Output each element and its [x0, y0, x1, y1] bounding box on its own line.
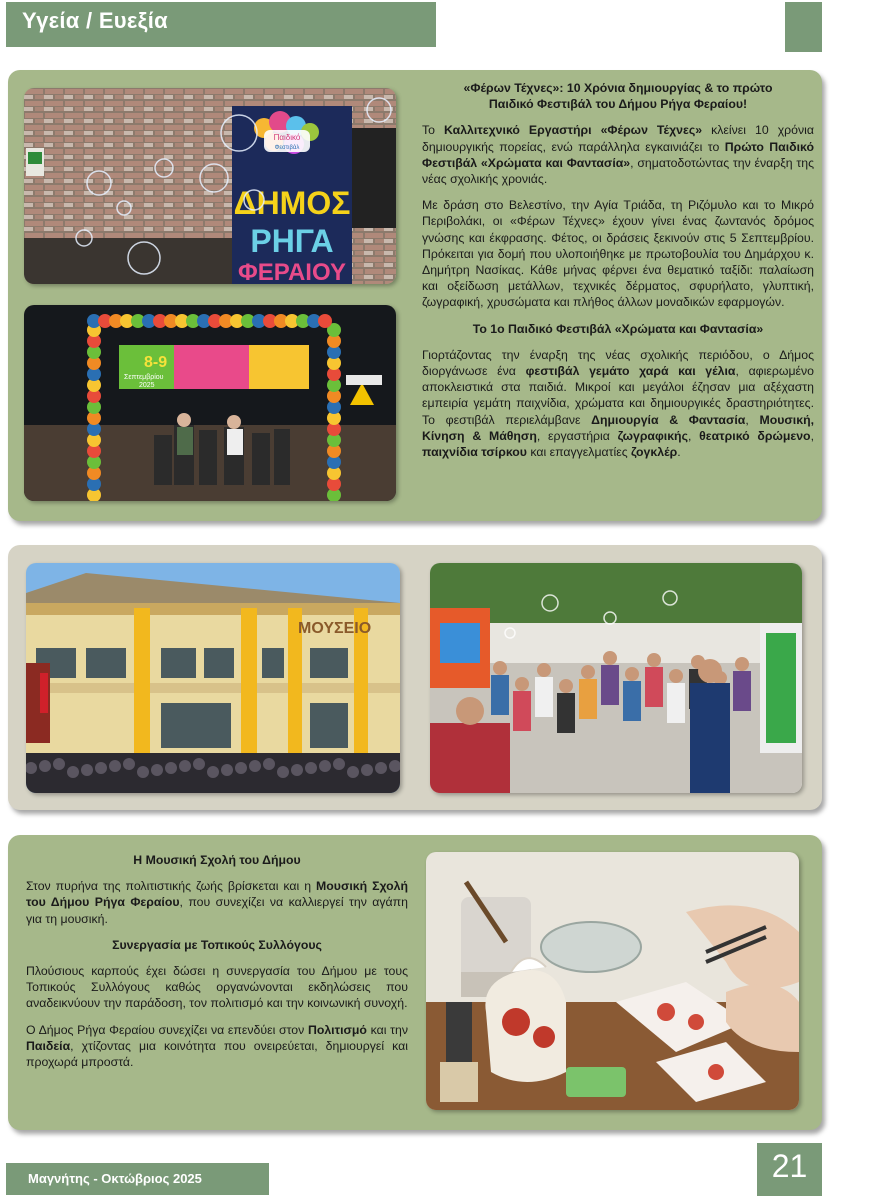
photo-balloon-arch [24, 305, 396, 501]
corner-decoration [785, 2, 822, 52]
section-title: Υγεία / Ευεξία [22, 8, 168, 33]
photo-crafts [426, 852, 799, 1110]
banner-logo-line2: Φεστιβάλ [274, 145, 300, 151]
festival-article [422, 80, 814, 470]
banner-logo-line1: Παιδικό [273, 133, 301, 142]
cooperation-heading: Συνεργασία με Τοπικούς Συλλόγους [112, 937, 322, 952]
music-school-heading: Η Μουσική Σχολή του Δήμου [133, 853, 301, 867]
culture-article [26, 852, 408, 1080]
footer-issue: Μαγνήτης - Οκτώβριος 2025 [28, 1171, 202, 1186]
museum-sign: ΜΟΥΣΕΙΟ [298, 620, 372, 637]
article-heading: «Φέρων Τέχνες»: 10 Χρόνια δημιουργίας & το πρώτο Παιδικό Φεστιβάλ του Δήμου Ρήγα Φεραίου! [463, 81, 773, 112]
article-paragraph-2: Με δράση στο Βελεστίνο, την Αγία Τριάδα, τη Ριζόμυλο και το Μικρό Περιβολάκι, οι «Φέρων Τέχνες» έχουν γίνει ένας ζωντανός δρόμος γνώσης και έκφρασης. Φέτος, οι δράσεις ξεκινούν στις 5 Σεπτεμβρίου. Πρόκειται για δομή που υλοποιήθηκε με πρωτοβουλία του Δημάρχου κ. Δημήτρη Νασίκας. Κάθε μήνας φέρνει ένα θεματικό ταξίδι: παλαίωση και οξείδωση μετάλλων, τεχνικές δέρματος, σφυρήλατο, γλυπτική, ζωγραφική, χρυσώματα και πλήθος άλλων μοναδικών εφαρμογών. [422, 198, 814, 310]
banner-line1: ΔΗΜΟΣ [233, 185, 351, 221]
article-paragraph-3: Γιορτάζοντας την έναρξη της νέας σχολικής περιόδου, ο Δήμος διοργάνωσε ένα φεστιβάλ γεμάτο χαρά και γέλια, αφιερωμένο αποκλειστικά στα παιδιά. Μικροί και μεγάλοι έζησαν μια αξέχαστη εμπειρία γεμάτη παιχνίδια, χρώματα και δημιουργικές δραστηριότητες. Το φεστιβάλ περιελάμβανε Δημιουργία & Φαντασία, Μουσική, Κίνηση & Μάθηση, εργαστήρια ζωγραφικής, θεατρικό δρώμενο, παιχνίδια τσίρκου και επαγγελματίες ζογκλέρ. [422, 347, 815, 460]
culture-paragraph-2: Πλούσιους καρπούς έχει δώσει η συνεργασία του Δήμου με τους Τοπικούς Συλλόγους καθώς οργανώνονται εκδηλώσεις που αναδεικνύουν την παράδοση, τον πολιτισμό και την κοινωνική συνοχή. [26, 964, 408, 1011]
arch-sign-month: Σεπτεμβρίου [124, 374, 164, 381]
culture-paragraph-3: Ο Δήμος Ρήγα Φεραίου συνεχίζει να επενδύει στον Πολιτισμό και την Παιδεία, χτίζοντας μια κοινότητα που ονειρεύεται, δημιουργεί και προχωρά μπροστά. [26, 1022, 408, 1070]
photo-banner-bubbles [24, 88, 396, 284]
culture-paragraph-1: Στον πυρήνα της πολιτιστικής ζωής βρίσκεται και η Μουσική Σχολή του Δήμου Ρήγα Φεραίου, που συνεχίζει να καλλιεργεί την αγάπη για τη μουσική. [26, 879, 409, 926]
banner-line2: ΡΗΓΑ [250, 223, 334, 259]
arch-sign-year: 2025 [139, 382, 155, 389]
photo-museum [26, 563, 400, 793]
arch-sign-dates: 8-9 [144, 354, 168, 371]
festival-subheading: Το 1ο Παιδικό Φεστιβάλ «Χρώματα και Φαντασία» [472, 321, 764, 336]
article-paragraph-1: Το Καλλιτεχνικό Εργαστήρι «Φέρων Τέχνες» κλείνει 10 χρόνια δημιουργικής πορείας, ενώ παράλληλα εγκαινιάζει το Πρώτο Παιδικό Φεστιβάλ «Χρώματα και Φαντασία», σηματοδοτώντας την έναρξη της νέας σχολικής χρονιάς. [422, 123, 814, 187]
banner-line3: ΦΕΡΑΙΟΥ [238, 259, 346, 284]
photo-festival-crowd [430, 563, 802, 793]
page-number: 21 [771, 1148, 808, 1184]
